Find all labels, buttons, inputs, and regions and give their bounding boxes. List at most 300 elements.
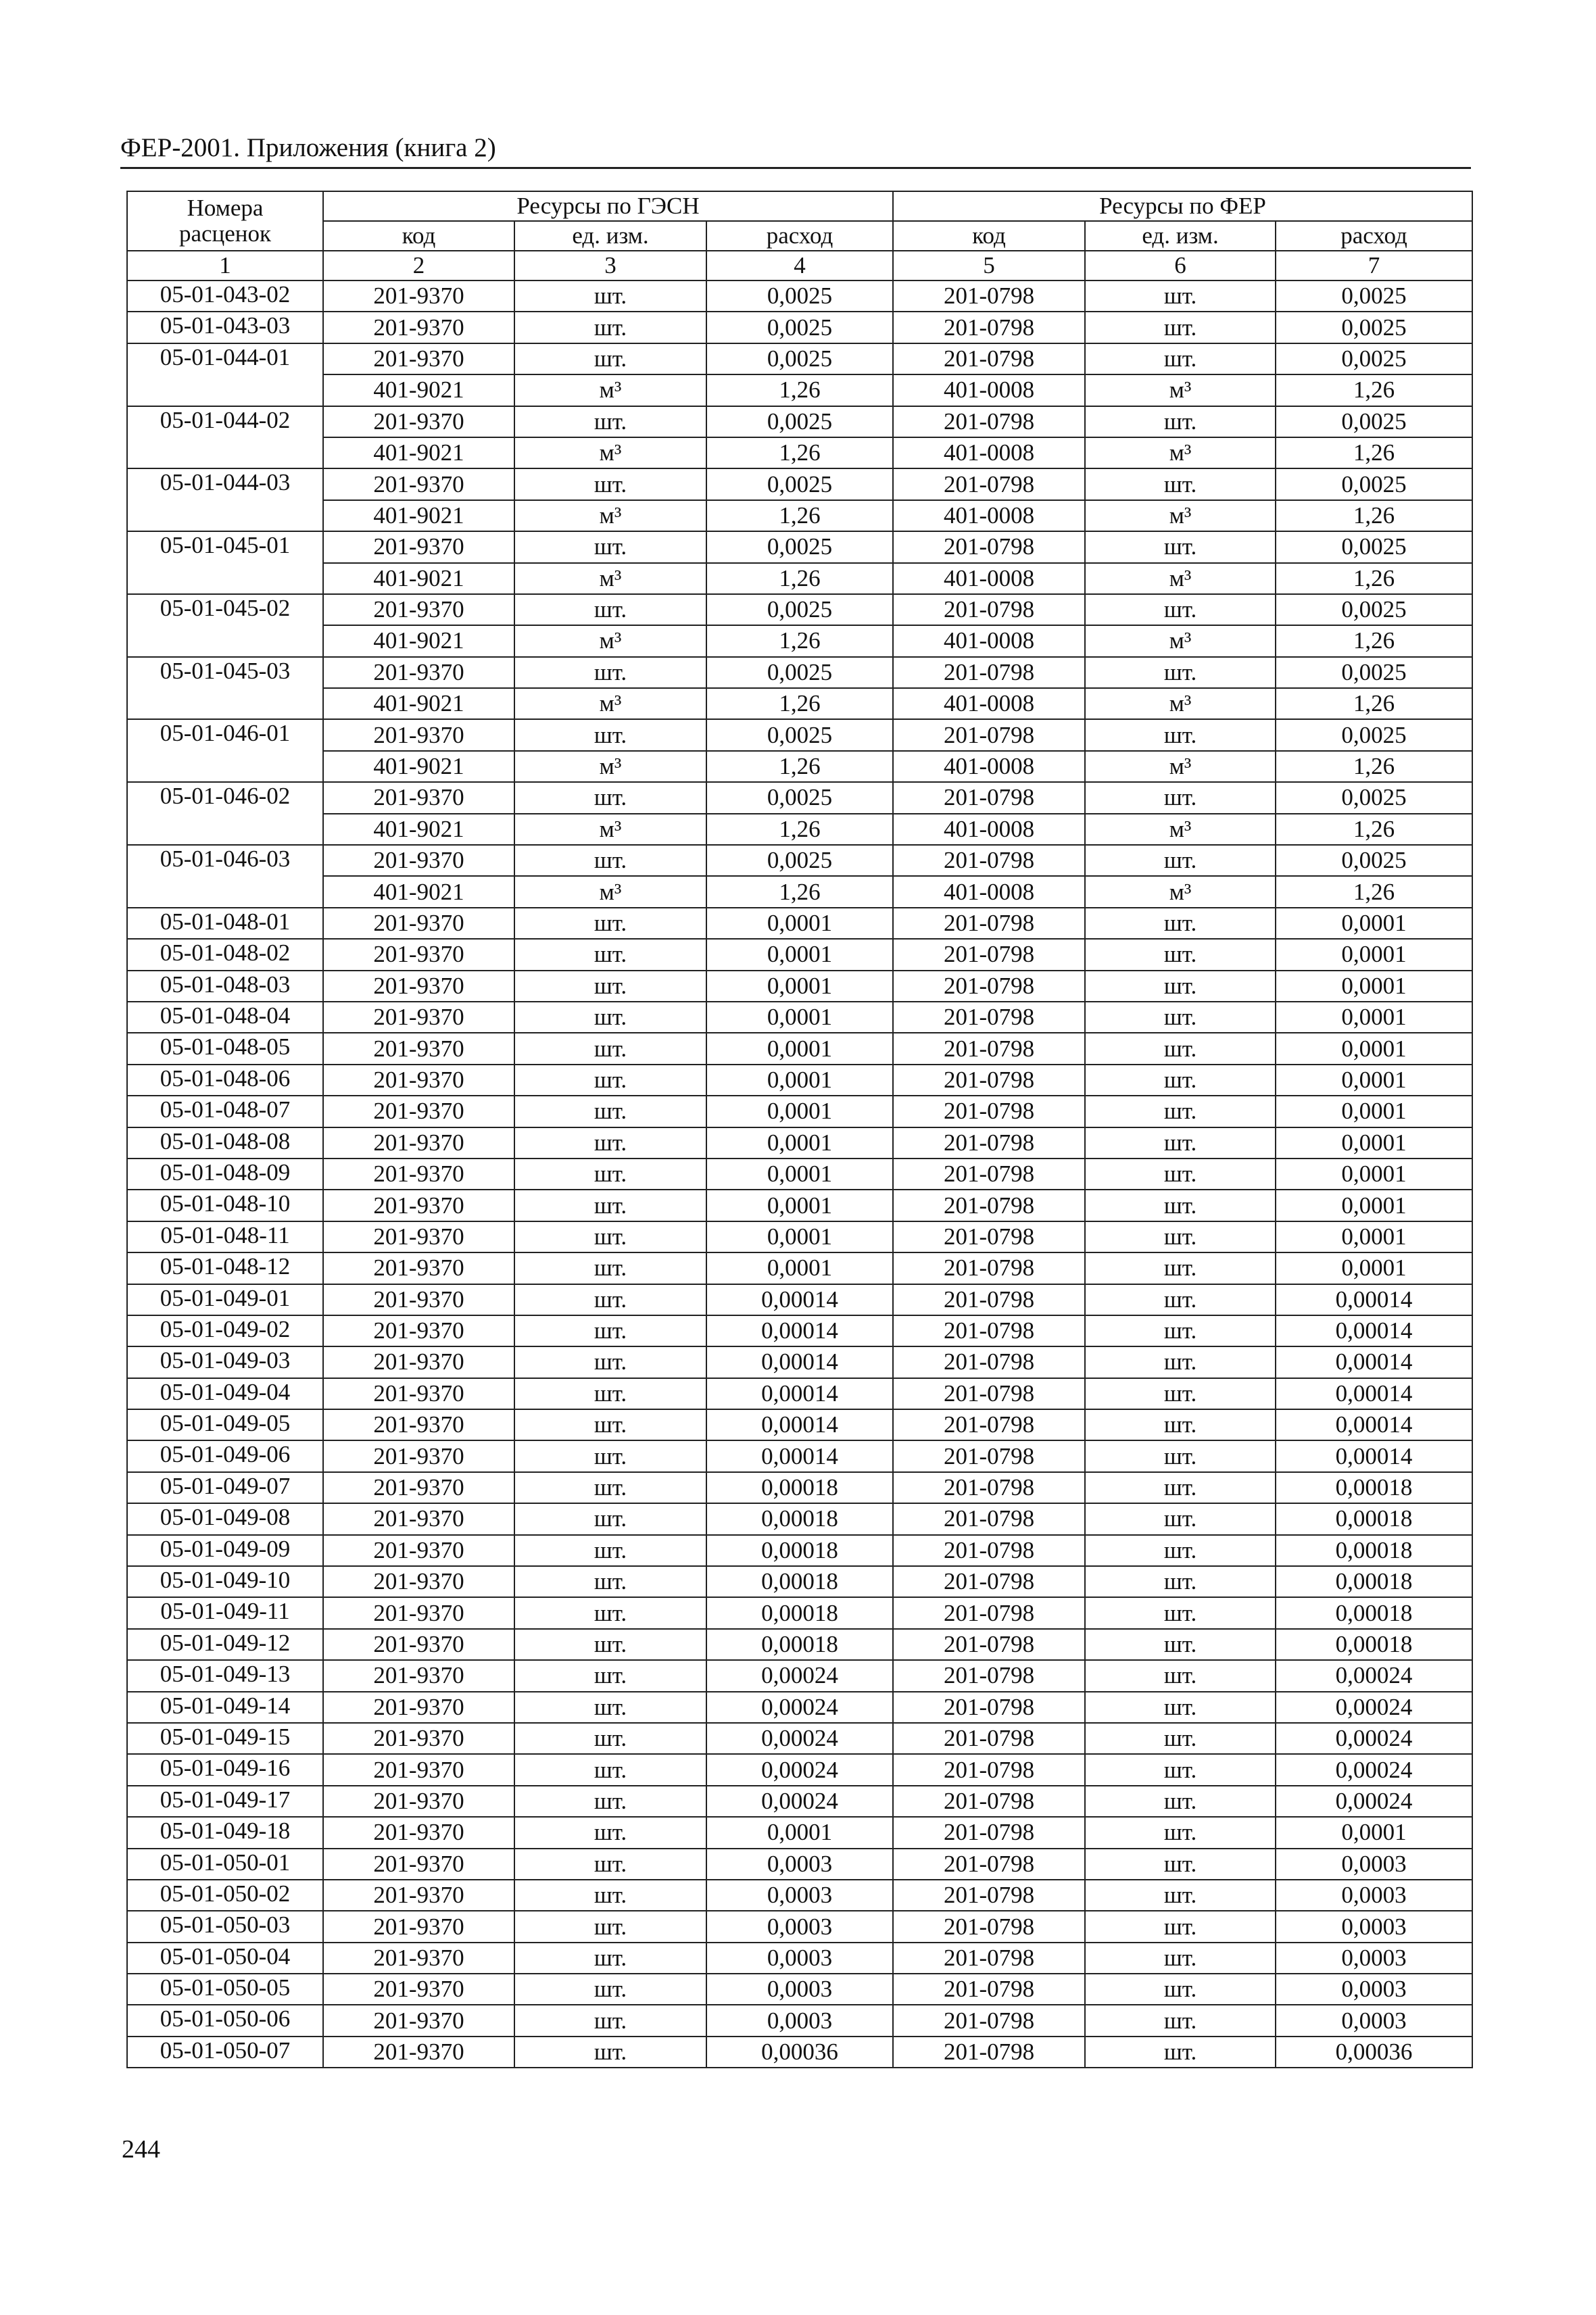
fer-code-cell: 201-0798 [893,845,1085,876]
fer-qty-cell: 0,0001 [1276,1190,1472,1221]
gesn-qty-cell: 0,0001 [706,1252,893,1284]
gesn-code-cell: 201-9370 [323,719,514,750]
fer-unit-cell: шт. [1085,1378,1276,1409]
gesn-code-cell: 201-9370 [323,1440,514,1471]
table-row [127,1315,1472,1346]
table-row [127,1284,1472,1315]
rate-number-cell: 05-01-050-02 [127,1880,323,1911]
header-title: ФЕР-2001. Приложения (книга 2) [120,133,496,162]
gesn-unit-cell: шт. [514,1002,706,1033]
fer-qty-cell: 0,0025 [1276,531,1472,562]
gesn-code-cell: 201-9370 [323,1723,514,1754]
fer-qty-cell: 0,00014 [1276,1284,1472,1315]
fer-qty-cell: 0,00036 [1276,2037,1472,2068]
rate-number-cell: 05-01-049-11 [127,1597,323,1628]
gesn-unit-cell: шт. [514,1880,706,1911]
gesn-code-cell: 201-9370 [323,594,514,625]
gesn-qty-cell: 0,0003 [706,1849,893,1880]
fer-code-cell: 401-0008 [893,563,1085,594]
gesn-qty-cell: 0,0001 [706,1190,893,1221]
fer-unit-cell: м³ [1085,876,1276,907]
fer-code-cell: 201-0798 [893,939,1085,970]
column-number: 4 [706,251,893,281]
rate-number-cell: 05-01-045-03 [127,657,323,720]
table-row [127,1754,1472,1785]
rate-number-cell: 05-01-049-06 [127,1440,323,1471]
gesn-qty-cell: 0,0001 [706,1065,893,1096]
gesn-code-cell: 401-9021 [323,437,514,468]
gesn-qty-cell: 0,00036 [706,2037,893,2068]
fer-code-cell: 401-0008 [893,751,1085,782]
gesn-unit-cell: м³ [514,563,706,594]
header-rate-no: Номера расценок [127,191,323,251]
table-row [127,1002,1472,1033]
fer-qty-cell: 1,26 [1276,374,1472,406]
rate-number-cell: 05-01-048-01 [127,908,323,939]
rate-number-cell: 05-01-046-03 [127,845,323,908]
gesn-code-cell: 201-9370 [323,2005,514,2036]
gesn-code-cell: 201-9370 [323,1033,514,1064]
table-row [127,1096,1472,1127]
gesn-qty-cell: 0,00024 [706,1660,893,1691]
header-row-subcolumns [127,221,1472,251]
gesn-unit-cell: шт. [514,1472,706,1503]
fer-unit-cell: шт. [1085,782,1276,813]
gesn-unit-cell: шт. [514,1817,706,1848]
fer-code-cell: 201-0798 [893,1065,1085,1096]
fer-unit-cell: шт. [1085,1346,1276,1378]
gesn-qty-cell: 0,00024 [706,1692,893,1723]
gesn-unit-cell: шт. [514,1190,706,1221]
table-row [127,2037,1472,2068]
gesn-code-cell: 201-9370 [323,1346,514,1378]
gesn-code-cell: 201-9370 [323,1660,514,1691]
fer-unit-cell: шт. [1085,1660,1276,1691]
fer-code-cell: 201-0798 [893,1786,1085,1817]
fer-qty-cell: 0,0001 [1276,1065,1472,1096]
table-row [127,751,1472,782]
fer-code-cell: 201-0798 [893,1378,1085,1409]
gesn-qty-cell: 0,0025 [706,782,893,813]
gesn-unit-cell: шт. [514,1252,706,1284]
fer-code-cell: 201-0798 [893,594,1085,625]
resources-table-container [126,191,1472,2068]
rate-number-cell: 05-01-048-06 [127,1065,323,1096]
table-row [127,1346,1472,1378]
gesn-code-cell: 401-9021 [323,563,514,594]
gesn-qty-cell: 0,0003 [706,1911,893,1942]
fer-qty-cell: 0,00018 [1276,1472,1472,1503]
rate-number-cell: 05-01-049-10 [127,1566,323,1597]
gesn-unit-cell: шт. [514,281,706,312]
table-body [127,281,1472,2068]
gesn-unit-cell: шт. [514,2005,706,2036]
rate-number-cell: 05-01-049-15 [127,1723,323,1754]
fer-unit-cell: шт. [1085,312,1276,343]
gesn-qty-cell: 0,00018 [706,1629,893,1660]
gesn-code-cell: 401-9021 [323,751,514,782]
fer-code-cell: 201-0798 [893,343,1085,374]
header-gesn-unit: ед. изм. [514,221,706,251]
fer-code-cell: 201-0798 [893,1660,1085,1691]
gesn-qty-cell: 0,00014 [706,1315,893,1346]
gesn-code-cell: 201-9370 [323,343,514,374]
fer-qty-cell: 0,00024 [1276,1786,1472,1817]
fer-code-cell: 201-0798 [893,2005,1085,2036]
fer-qty-cell: 1,26 [1276,688,1472,719]
fer-unit-cell: шт. [1085,1786,1276,1817]
table-row [127,563,1472,594]
gesn-qty-cell: 0,00018 [706,1566,893,1597]
gesn-qty-cell: 1,26 [706,751,893,782]
rate-number-cell: 05-01-046-01 [127,719,323,782]
gesn-unit-cell: м³ [514,876,706,907]
fer-qty-cell: 0,00018 [1276,1503,1472,1534]
gesn-code-cell: 201-9370 [323,971,514,1002]
gesn-code-cell: 201-9370 [323,782,514,813]
gesn-qty-cell: 0,0001 [706,908,893,939]
table-row [127,1880,1472,1911]
rate-number-cell: 05-01-050-03 [127,1911,323,1942]
rate-number-cell: 05-01-050-04 [127,1943,323,1974]
gesn-code-cell: 201-9370 [323,1127,514,1159]
fer-qty-cell: 0,0025 [1276,343,1472,374]
header-fer-group: Ресурсы по ФЕР [893,191,1472,221]
fer-qty-cell: 0,0003 [1276,1974,1472,2005]
gesn-code-cell: 201-9370 [323,1911,514,1942]
gesn-code-cell: 201-9370 [323,1284,514,1315]
fer-unit-cell: м³ [1085,751,1276,782]
gesn-qty-cell: 0,0001 [706,939,893,970]
table-row [127,437,1472,468]
table-row [127,281,1472,312]
fer-unit-cell: шт. [1085,1535,1276,1566]
fer-unit-cell: шт. [1085,1127,1276,1159]
fer-qty-cell: 0,0003 [1276,2005,1472,2036]
fer-unit-cell: шт. [1085,1503,1276,1534]
column-number: 2 [323,251,514,281]
fer-code-cell: 201-0798 [893,1754,1085,1785]
gesn-code-cell: 201-9370 [323,2037,514,2068]
fer-code-cell: 401-0008 [893,876,1085,907]
fer-unit-cell: м³ [1085,374,1276,406]
fer-code-cell: 401-0008 [893,437,1085,468]
rate-number-cell: 05-01-043-03 [127,312,323,343]
rate-number-cell: 05-01-044-02 [127,406,323,469]
gesn-qty-cell: 0,00014 [706,1284,893,1315]
rate-number-cell: 05-01-049-17 [127,1786,323,1817]
table-row [127,1221,1472,1252]
gesn-code-cell: 201-9370 [323,657,514,688]
gesn-unit-cell: шт. [514,594,706,625]
fer-unit-cell: м³ [1085,563,1276,594]
fer-code-cell: 201-0798 [893,1440,1085,1471]
gesn-qty-cell: 0,00018 [706,1535,893,1566]
gesn-unit-cell: м³ [514,500,706,531]
fer-code-cell: 201-0798 [893,1284,1085,1315]
gesn-code-cell: 201-9370 [323,1409,514,1440]
gesn-unit-cell: шт. [514,1284,706,1315]
gesn-unit-cell: шт. [514,1409,706,1440]
fer-code-cell: 201-0798 [893,1503,1085,1534]
rate-number-cell: 05-01-048-02 [127,939,323,970]
table-row [127,1629,1472,1660]
gesn-code-cell: 201-9370 [323,1692,514,1723]
gesn-qty-cell: 0,0025 [706,594,893,625]
fer-unit-cell: шт. [1085,845,1276,876]
fer-unit-cell: шт. [1085,594,1276,625]
fer-unit-cell: шт. [1085,971,1276,1002]
fer-code-cell: 201-0798 [893,719,1085,750]
rate-number-cell: 05-01-049-07 [127,1472,323,1503]
fer-unit-cell: шт. [1085,1566,1276,1597]
gesn-unit-cell: шт. [514,1065,706,1096]
fer-code-cell: 401-0008 [893,814,1085,845]
gesn-qty-cell: 0,00014 [706,1378,893,1409]
gesn-code-cell: 201-9370 [323,1974,514,2005]
fer-code-cell: 201-0798 [893,312,1085,343]
fer-code-cell: 201-0798 [893,971,1085,1002]
fer-code-cell: 201-0798 [893,1252,1085,1284]
fer-unit-cell: шт. [1085,1284,1276,1315]
fer-unit-cell: шт. [1085,2037,1276,2068]
gesn-qty-cell: 1,26 [706,814,893,845]
table-row [127,1566,1472,1597]
table-row [127,1252,1472,1284]
fer-code-cell: 201-0798 [893,1943,1085,1974]
table-row [127,1911,1472,1942]
fer-code-cell: 201-0798 [893,468,1085,499]
rate-number-cell: 05-01-049-04 [127,1378,323,1409]
gesn-unit-cell: шт. [514,2037,706,2068]
fer-qty-cell: 0,0025 [1276,657,1472,688]
fer-unit-cell: шт. [1085,1974,1276,2005]
gesn-code-cell: 201-9370 [323,1159,514,1190]
fer-unit-cell: шт. [1085,1252,1276,1284]
rate-number-cell: 05-01-048-09 [127,1159,323,1190]
column-number: 3 [514,251,706,281]
table-row [127,908,1472,939]
fer-qty-cell: 0,00024 [1276,1660,1472,1691]
header-row-groups [127,191,1472,221]
table-row [127,1190,1472,1221]
gesn-unit-cell: шт. [514,1723,706,1754]
table-row [127,1472,1472,1503]
gesn-qty-cell: 0,0025 [706,468,893,499]
rate-number-cell: 05-01-049-09 [127,1535,323,1566]
table-row [127,876,1472,907]
gesn-unit-cell: шт. [514,845,706,876]
fer-qty-cell: 0,00014 [1276,1315,1472,1346]
fer-qty-cell: 0,0001 [1276,1127,1472,1159]
gesn-code-cell: 201-9370 [323,1378,514,1409]
gesn-code-cell: 201-9370 [323,1002,514,1033]
gesn-qty-cell: 0,0025 [706,657,893,688]
fer-unit-cell: шт. [1085,1159,1276,1190]
table-row [127,688,1472,719]
fer-unit-cell: м³ [1085,814,1276,845]
gesn-qty-cell: 1,26 [706,500,893,531]
fer-qty-cell: 1,26 [1276,814,1472,845]
gesn-code-cell: 201-9370 [323,281,514,312]
table-row [127,1409,1472,1440]
fer-qty-cell: 0,00024 [1276,1692,1472,1723]
gesn-qty-cell: 1,26 [706,625,893,656]
gesn-code-cell: 201-9370 [323,908,514,939]
rate-number-cell: 05-01-048-11 [127,1221,323,1252]
fer-code-cell: 201-0798 [893,1723,1085,1754]
fer-code-cell: 201-0798 [893,657,1085,688]
header-fer-code: код [893,221,1085,251]
gesn-qty-cell: 0,0001 [706,1096,893,1127]
fer-qty-cell: 0,00018 [1276,1629,1472,1660]
fer-qty-cell: 0,0001 [1276,939,1472,970]
rate-number-cell: 05-01-044-01 [127,343,323,406]
gesn-unit-cell: шт. [514,1692,706,1723]
gesn-qty-cell: 0,0001 [706,1127,893,1159]
fer-code-cell: 201-0798 [893,1629,1085,1660]
table-row [127,500,1472,531]
gesn-unit-cell: м³ [514,751,706,782]
fer-qty-cell: 0,0003 [1276,1943,1472,1974]
gesn-qty-cell: 0,0025 [706,343,893,374]
fer-unit-cell: м³ [1085,688,1276,719]
rate-number-cell: 05-01-048-08 [127,1127,323,1159]
table-row [127,782,1472,813]
gesn-qty-cell: 0,0001 [706,971,893,1002]
fer-unit-cell: шт. [1085,1692,1276,1723]
gesn-code-cell: 201-9370 [323,312,514,343]
gesn-qty-cell: 1,26 [706,437,893,468]
fer-qty-cell: 0,0025 [1276,281,1472,312]
gesn-code-cell: 401-9021 [323,374,514,406]
fer-unit-cell: шт. [1085,531,1276,562]
gesn-code-cell: 201-9370 [323,1629,514,1660]
fer-qty-cell: 0,0001 [1276,971,1472,1002]
rate-number-cell: 05-01-049-05 [127,1409,323,1440]
gesn-unit-cell: шт. [514,1629,706,1660]
fer-qty-cell: 1,26 [1276,751,1472,782]
fer-qty-cell: 0,0001 [1276,1252,1472,1284]
rate-number-cell: 05-01-048-03 [127,971,323,1002]
fer-unit-cell: шт. [1085,1629,1276,1660]
fer-qty-cell: 0,00014 [1276,1378,1472,1409]
header-fer-unit: ед. изм. [1085,221,1276,251]
fer-qty-cell: 0,0025 [1276,782,1472,813]
gesn-unit-cell: шт. [514,971,706,1002]
fer-qty-cell: 1,26 [1276,876,1472,907]
table-row [127,1849,1472,1880]
fer-unit-cell: шт. [1085,1943,1276,1974]
gesn-unit-cell: шт. [514,908,706,939]
gesn-code-cell: 201-9370 [323,1252,514,1284]
fer-unit-cell: шт. [1085,1472,1276,1503]
gesn-unit-cell: шт. [514,1535,706,1566]
gesn-qty-cell: 0,0025 [706,406,893,437]
fer-unit-cell: шт. [1085,1723,1276,1754]
gesn-code-cell: 401-9021 [323,500,514,531]
gesn-unit-cell: шт. [514,1943,706,1974]
gesn-unit-cell: шт. [514,1159,706,1190]
gesn-qty-cell: 0,00018 [706,1472,893,1503]
fer-unit-cell: м³ [1085,625,1276,656]
fer-qty-cell: 0,0025 [1276,406,1472,437]
column-number: 1 [127,251,323,281]
fer-code-cell: 201-0798 [893,1315,1085,1346]
fer-qty-cell: 0,0001 [1276,1159,1472,1190]
table-row [127,1503,1472,1534]
fer-qty-cell: 0,00014 [1276,1346,1472,1378]
table-row [127,1535,1472,1566]
gesn-unit-cell: шт. [514,468,706,499]
fer-qty-cell: 0,0003 [1276,1880,1472,1911]
column-number: 5 [893,251,1085,281]
table-row [127,625,1472,656]
gesn-unit-cell: м³ [514,688,706,719]
table-row [127,1974,1472,2005]
rate-number-cell: 05-01-045-02 [127,594,323,657]
gesn-unit-cell: шт. [514,1911,706,1942]
gesn-code-cell: 201-9370 [323,1786,514,1817]
gesn-unit-cell: шт. [514,1346,706,1378]
table-row [127,1065,1472,1096]
fer-code-cell: 201-0798 [893,1535,1085,1566]
table-row [127,845,1472,876]
table-row [127,1786,1472,1817]
gesn-qty-cell: 1,26 [706,688,893,719]
fer-unit-cell: шт. [1085,1911,1276,1942]
gesn-code-cell: 201-9370 [323,406,514,437]
fer-code-cell: 201-0798 [893,1597,1085,1628]
fer-code-cell: 201-0798 [893,1817,1085,1848]
rate-number-cell: 05-01-043-02 [127,281,323,312]
header-row-column-numbers [127,251,1472,281]
table-row [127,1692,1472,1723]
gesn-qty-cell: 0,00024 [706,1786,893,1817]
rate-number-cell: 05-01-049-03 [127,1346,323,1378]
gesn-unit-cell: шт. [514,343,706,374]
gesn-unit-cell: шт. [514,1315,706,1346]
fer-code-cell: 201-0798 [893,782,1085,813]
table-row [127,971,1472,1002]
gesn-qty-cell: 0,00018 [706,1597,893,1628]
gesn-code-cell: 201-9370 [323,1221,514,1252]
fer-qty-cell: 0,0001 [1276,1033,1472,1064]
gesn-qty-cell: 0,00014 [706,1409,893,1440]
fer-code-cell: 201-0798 [893,1159,1085,1190]
fer-unit-cell: шт. [1085,719,1276,750]
gesn-qty-cell: 0,0001 [706,1033,893,1064]
gesn-qty-cell: 0,0003 [706,1974,893,2005]
gesn-unit-cell: шт. [514,1096,706,1127]
gesn-qty-cell: 0,00024 [706,1723,893,1754]
fer-unit-cell: шт. [1085,1880,1276,1911]
gesn-unit-cell: м³ [514,814,706,845]
fer-qty-cell: 0,00018 [1276,1566,1472,1597]
fer-unit-cell: м³ [1085,500,1276,531]
fer-unit-cell: шт. [1085,2005,1276,2036]
gesn-code-cell: 201-9370 [323,531,514,562]
fer-unit-cell: шт. [1085,1002,1276,1033]
gesn-unit-cell: шт. [514,312,706,343]
gesn-code-cell: 201-9370 [323,1190,514,1221]
rate-number-cell: 05-01-048-05 [127,1033,323,1064]
gesn-qty-cell: 1,26 [706,876,893,907]
table-row [127,1440,1472,1471]
gesn-qty-cell: 0,0001 [706,1817,893,1848]
gesn-unit-cell: шт. [514,719,706,750]
fer-unit-cell: шт. [1085,908,1276,939]
